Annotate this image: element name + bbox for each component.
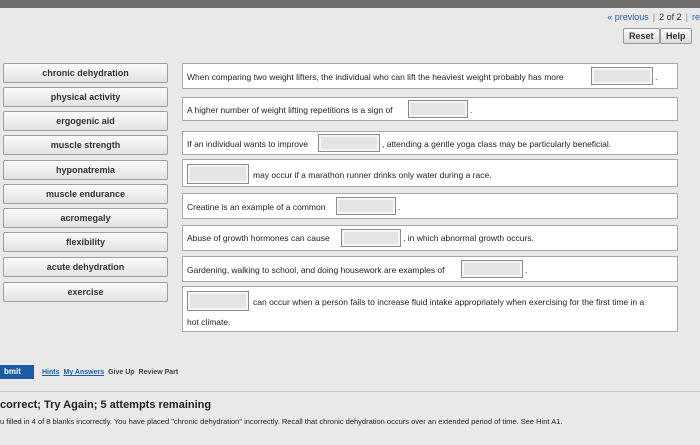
drop-blank-2[interactable] [408,100,468,118]
drop-blank-3[interactable] [318,134,380,152]
statement-5 [182,193,678,219]
statement-1 [182,63,678,89]
statement-4-after: may occur if a marathon runner drinks only water during a race. [253,170,492,180]
statement-4 [182,159,678,187]
drop-blank-7[interactable] [461,260,523,278]
statement-6-after: , in which abnormal growth occurs. [403,233,534,243]
statement-7 [182,256,678,282]
term-physical-activity[interactable]: physical activity [3,87,168,107]
term-flexibility[interactable]: flexibility [3,232,168,252]
drop-blank-5[interactable] [336,197,396,215]
feedback-message: u filled in 4 of 8 blanks incorrectly. You have placed "chronic dehydration" incorrectly. Recall that chronic dehydration occurs over an extended period of time. See Hint A1. [0,417,563,426]
submit-button[interactable]: bmit [0,365,34,379]
next-link[interactable]: re [691,12,700,22]
statement-5-text: Creatine is an example of a common [187,202,326,212]
statement-6 [182,225,678,251]
previous-link[interactable]: « previous [607,12,649,22]
top-bar [0,0,700,8]
pager [607,12,700,22]
statement-7-text: Gardening, walking to school, and doing housework are examples of [187,265,445,275]
drop-blank-1[interactable] [591,67,653,85]
hints-link[interactable]: Hints [42,369,60,376]
statement-5-after: . [398,202,401,212]
term-muscle-endurance[interactable]: muscle endurance [3,184,168,204]
term-chronic-dehydration[interactable]: chronic dehydration [3,63,168,83]
statement-1-text: When comparing two weight lifters, the individual who can lift the heaviest weight probably has more [187,72,564,82]
feedback-divider [0,391,700,392]
drop-blank-8[interactable] [187,291,249,311]
statement-6-text: Abuse of growth hormones can cause [187,233,330,243]
term-hyponatremia[interactable]: hyponatremia [3,160,168,180]
give-up-link[interactable]: Give Up [108,369,135,376]
statement-2-text: A higher number of weight lifting repetitions is a sign of [187,105,393,115]
statement-8-after: can occur when a person fails to increase fluid intake appropriately when exercising for the first time in a [253,297,645,307]
feedback-title: correct; Try Again; 5 attempts remaining [0,399,212,411]
statement-3 [182,131,678,155]
drop-blank-6[interactable] [341,229,401,247]
footer-links [42,369,182,376]
term-exercise[interactable]: exercise [3,282,168,302]
statement-8 [182,286,678,332]
pager-separator: | [685,12,688,22]
reset-button[interactable]: Reset [623,28,660,44]
pager-separator: | [652,12,656,22]
term-acromegaly[interactable]: acromegaly [3,208,168,228]
review-part-link[interactable]: Review Part [138,369,179,376]
term-ergogenic-aid[interactable]: ergogenic aid [3,111,168,131]
statement-2-after: . [470,105,473,115]
term-acute-dehydration[interactable]: acute dehydration [3,257,168,277]
page-indicator: 2 of 2 [659,12,682,22]
statement-8-line2: hot climate. [187,317,231,327]
term-muscle-strength[interactable]: muscle strength [3,135,168,155]
my-answers-link[interactable]: My Answers [63,369,105,376]
statement-2 [182,97,678,121]
statement-7-after: . [525,265,528,275]
statement-1-after: . [655,72,658,82]
drop-blank-4[interactable] [187,164,249,184]
statement-3-text: If an individual wants to improve [187,139,308,149]
help-button[interactable]: Help [660,28,692,44]
statement-3-after: , attending a gentle yoga class may be particularly beneficial. [382,139,612,149]
